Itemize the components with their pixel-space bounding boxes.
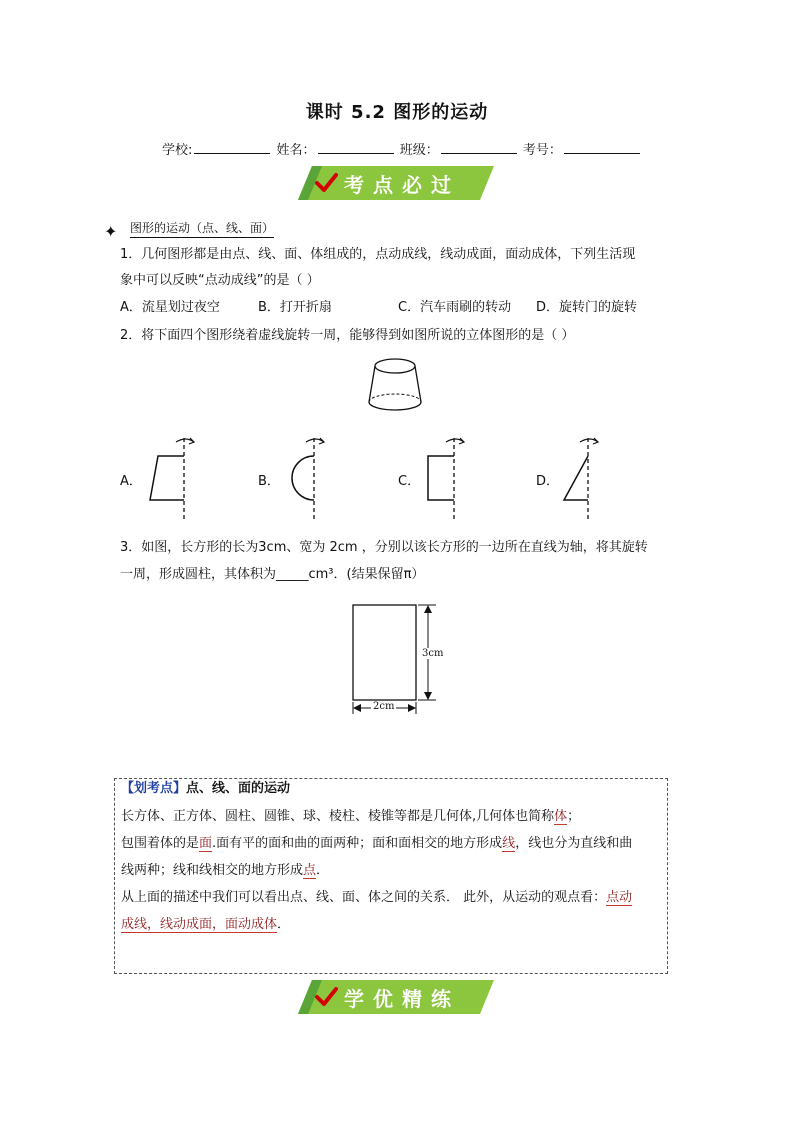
keypoint-line4-text: 从上面的描述中我们可以看出点、线、面、体之间的关系． 此外，从运动的观点看： xyxy=(121,890,607,905)
check-icon xyxy=(314,985,338,1009)
school-blank[interactable] xyxy=(194,141,270,154)
keypoint-line3-text: 线两种；线和线相交的地方形成 xyxy=(121,863,304,878)
keypoint-tag: 【划考点】 xyxy=(121,781,187,796)
keypoint-line3-end: ． xyxy=(316,863,330,878)
q2-option-a-label[interactable]: A． xyxy=(120,474,142,489)
keypoint-term-motion-b: 成线，线动成面，面动成体 xyxy=(121,917,278,932)
banner-key-points xyxy=(298,166,494,200)
frustum-figure xyxy=(360,356,430,414)
rect-height-label: 3cm xyxy=(422,648,444,659)
exam-number-blank[interactable] xyxy=(564,141,640,154)
q3-line2: 一周，形成圆柱，其体积为_____cm³．(结果保留π） xyxy=(120,567,425,582)
q2-option-c-label[interactable]: C． xyxy=(398,474,421,489)
star-icon: ✦ xyxy=(104,222,118,241)
keypoint-line2 xyxy=(121,832,632,851)
keypoint-line1-end: ； xyxy=(567,809,581,824)
keypoint-title: 点、线、面的运动 xyxy=(186,781,291,796)
q2-option-c-figure[interactable] xyxy=(418,432,478,524)
keypoint-term-motion-a: 点动 xyxy=(606,890,633,905)
name-blank[interactable] xyxy=(318,141,394,154)
q2-option-a-figure[interactable] xyxy=(140,432,200,524)
q2-option-d-figure[interactable] xyxy=(556,432,616,524)
class-label: 班级： xyxy=(399,143,439,158)
q2-option-b-figure[interactable] xyxy=(276,432,336,524)
keypoint-heading xyxy=(121,777,290,796)
keypoint-line2-text-c: ，线也分为直线和曲 xyxy=(515,836,633,851)
keypoint-line3 xyxy=(121,859,329,878)
banner-practice-label: 学优精练 xyxy=(344,987,460,1011)
q1-line2: 象中可以反映“点动成线”的是（ ） xyxy=(120,273,320,288)
section-heading: 图形的运动（点、线、面） xyxy=(130,219,274,238)
page-title: 课时 5.2 图形的运动 xyxy=(305,102,489,123)
q1-option-d[interactable]: D．旋转门的旋转 xyxy=(536,300,638,315)
keypoint-line1 xyxy=(121,805,580,824)
keypoint-term-point: 点 xyxy=(303,863,317,878)
keypoint-line5 xyxy=(121,913,290,932)
student-info-line xyxy=(162,139,642,158)
keypoint-line2-text-b: .面有平的面和曲的面两种；面和面相交的地方形成 xyxy=(212,836,503,851)
keypoint-box xyxy=(114,778,668,974)
rect-width-label: 2cm xyxy=(373,701,395,712)
q2-option-b-label[interactable]: B． xyxy=(258,474,280,489)
q3-line1: 3．如图，长方形的长为3cm、宽为 2cm ，分别以该长方形的一边所在直线为轴，将其旋转 xyxy=(120,540,648,555)
keypoint-line4 xyxy=(121,886,632,905)
check-icon xyxy=(314,171,338,195)
q1-option-c[interactable]: C．汽车雨刷的转动 xyxy=(398,300,512,315)
banner-key-points-label: 考点必过 xyxy=(344,173,460,197)
name-label: 姓名： xyxy=(276,143,316,158)
keypoint-line5-end: ． xyxy=(277,917,291,932)
rectangle-figure xyxy=(346,600,466,720)
school-label: 学校: xyxy=(162,143,193,158)
banner-practice xyxy=(298,980,494,1014)
keypoint-term-solid: 体 xyxy=(554,809,568,824)
keypoint-line1-text: 长方体、正方体、圆柱、圆锥、球、棱柱、棱锥等都是几何体,几何体也简称 xyxy=(121,809,555,824)
keypoint-term-line: 线 xyxy=(502,836,516,851)
keypoint-term-face: 面 xyxy=(199,836,213,851)
q1-line1: 1．几何图形都是由点、线、面、体组成的，点动成线，线动成面，面动成体，下列生活现 xyxy=(120,247,636,262)
q1-option-b[interactable]: B．打开折扇 xyxy=(258,300,332,315)
q2-option-d-label[interactable]: D． xyxy=(536,474,560,489)
exam-number-label: 考号： xyxy=(522,143,562,158)
class-blank[interactable] xyxy=(441,141,517,154)
q2-text: 2．将下面四个图形绕着虚线旋转一周，能够得到如图所说的立体图形的是（ ） xyxy=(120,328,575,343)
keypoint-line2-text-a: 包围着体的是 xyxy=(121,836,200,851)
q1-option-a[interactable]: A．流星划过夜空 xyxy=(120,300,220,315)
